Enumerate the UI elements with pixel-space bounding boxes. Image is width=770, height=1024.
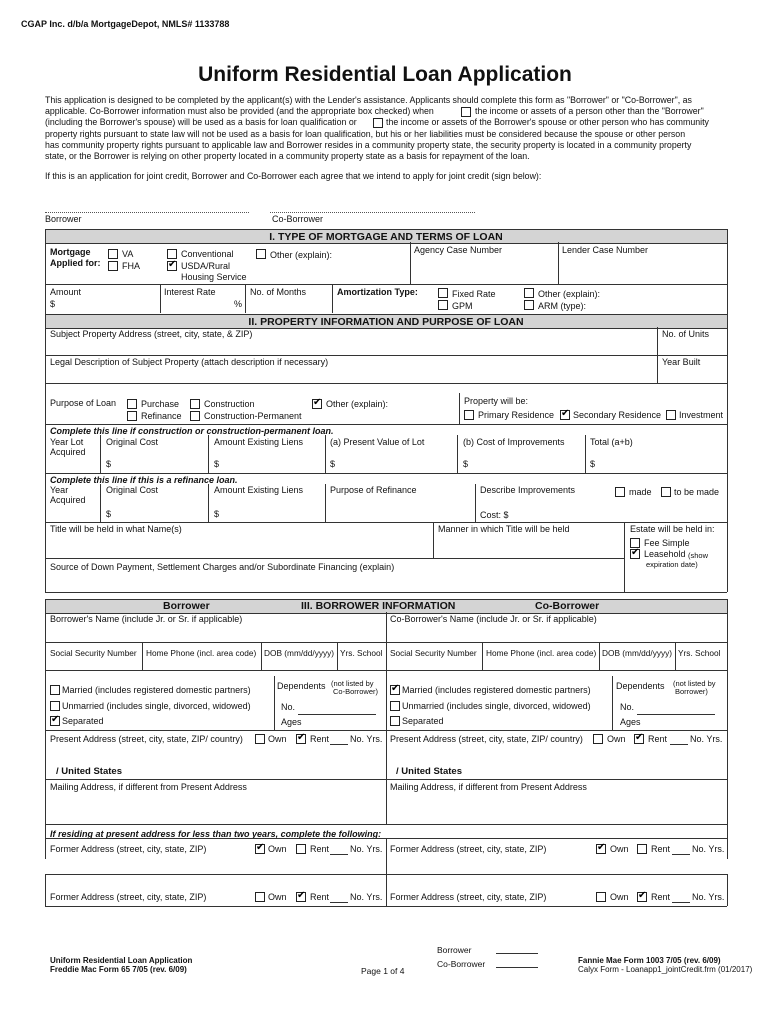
arm-label: ARM (type): bbox=[538, 301, 587, 311]
borrower-separated-label: Separated bbox=[62, 716, 104, 726]
purpose-of-loan-label: Purpose of Loan bbox=[50, 398, 117, 408]
made-checkbox[interactable] bbox=[615, 487, 625, 497]
borrower-former-rent-checkbox[interactable] bbox=[296, 844, 306, 854]
primary-residence-label: Primary Residence bbox=[478, 410, 555, 420]
coborrower-dependents-label: Dependents bbox=[616, 681, 665, 691]
applied-for-label: Applied for: bbox=[50, 258, 101, 268]
va-label: VA bbox=[122, 249, 134, 259]
borrower-home-phone-label: Home Phone (incl. area code) bbox=[146, 648, 257, 658]
secondary-residence-label: Secondary Residence bbox=[573, 410, 662, 420]
coborrower-unmarried-label: Unmarried (includes single, divorced, widowed) bbox=[402, 701, 591, 711]
intro-line: property rights pursuant to state law will not be used as a basis for loan qualification, but his or her liabilities must be considered because the spouse or other person bbox=[45, 129, 686, 139]
coborrower-no-yrs-label: No. Yrs. bbox=[690, 734, 723, 744]
investment-checkbox[interactable] bbox=[666, 410, 676, 420]
other-purpose-label: Other (explain): bbox=[326, 399, 389, 409]
borrower-married-checkbox[interactable] bbox=[50, 685, 60, 695]
borrower-ssn-label: Social Security Number bbox=[50, 648, 137, 658]
coborrower-dob-label: DOB (mm/dd/yyyy) bbox=[602, 648, 673, 658]
existing-liens-dollar[interactable]: $ bbox=[214, 459, 220, 469]
existing-liens-label: Amount Existing Liens bbox=[214, 437, 304, 447]
coborrower-not-listed-b-label: Borrower) bbox=[675, 687, 708, 696]
fee-simple-label: Fee Simple bbox=[644, 538, 690, 548]
borrower-former-2-rent-label: Rent bbox=[310, 892, 330, 902]
coborrower-dependents-no-label: No. bbox=[620, 702, 635, 712]
fha-label: FHA bbox=[122, 261, 140, 271]
construction-line-note: Complete this line if construction or construction-permanent loan. bbox=[50, 426, 334, 436]
cost-improvements-label: (b) Cost of Improvements bbox=[463, 437, 565, 447]
borrower-name-label: Borrower's Name (include Jr. or Sr. if applicable) bbox=[50, 614, 243, 624]
other-mortgage-label: Other (explain): bbox=[270, 250, 333, 260]
other-purpose-checkbox[interactable] bbox=[312, 399, 322, 409]
borrower-yrs-school-label: Yrs. School bbox=[340, 648, 383, 658]
borrower-no-yrs-label: No. Yrs. bbox=[350, 734, 383, 744]
agency-case-label: Agency Case Number bbox=[414, 245, 503, 255]
no-of-units-label: No. of Units bbox=[662, 329, 710, 339]
borrower-married-label: Married (includes registered domestic partners) bbox=[62, 685, 251, 695]
construction-permanent-checkbox[interactable] bbox=[190, 411, 200, 421]
construction-label: Construction bbox=[204, 399, 255, 409]
coborrower-ssn-label: Social Security Number bbox=[390, 648, 477, 658]
intro-line: the income or assets of the Borrower's spouse or other person who has community bbox=[386, 117, 709, 127]
purchase-label: Purchase bbox=[141, 399, 180, 409]
coborrower-name-label: Co-Borrower's Name (include Jr. or Sr. if applicable) bbox=[390, 614, 597, 624]
joint-credit-text: If this is an application for joint credit, Borrower and Co-Borrower each agree that we intend to apply for joint credit (sign below): bbox=[45, 171, 542, 181]
borrower-former-2-no-yrs-label: No. Yrs. bbox=[350, 892, 383, 902]
to-be-made-checkbox[interactable] bbox=[661, 487, 671, 497]
section-2-header bbox=[45, 314, 727, 329]
show-label: (show bbox=[688, 551, 709, 560]
borrower-signature-line[interactable] bbox=[45, 212, 249, 213]
coborrower-former-rent-label: Rent bbox=[651, 844, 671, 854]
original-cost-label: Original Cost bbox=[106, 437, 159, 447]
other-amortization-checkbox[interactable] bbox=[524, 288, 534, 298]
borrower-unmarried-checkbox[interactable] bbox=[50, 701, 60, 711]
intro-line: (including the Borrower's spouse) will be used as a basis for loan qualification or bbox=[45, 117, 357, 127]
investment-label: Investment bbox=[679, 410, 724, 420]
borrower-former-own-checkbox[interactable] bbox=[255, 844, 265, 854]
coborrower-former-address-2-label: Former Address (street, city, state, ZIP) bbox=[390, 892, 547, 902]
conventional-label: Conventional bbox=[181, 249, 234, 259]
coborrower-former-2-rent-label: Rent bbox=[651, 892, 671, 902]
borrower-former-2-own-label: Own bbox=[268, 892, 287, 902]
refi-original-cost-label: Original Cost bbox=[106, 485, 159, 495]
purchase-checkbox[interactable] bbox=[127, 399, 137, 409]
coborrower-former-address-label: Former Address (street, city, state, ZIP) bbox=[390, 844, 547, 854]
borrower-not-listed-label: (not listed by bbox=[331, 679, 374, 688]
coborrower-signature-label: Co-Borrower bbox=[272, 214, 324, 224]
footer-right-line-2: Calyx Form - Loanapp1_jointCredit.frm (01/2017) bbox=[578, 965, 753, 974]
source-down-payment-label: Source of Down Payment, Settlement Charges and/or Subordinate Financing (explain) bbox=[50, 562, 395, 572]
refi-original-cost-dollar[interactable]: $ bbox=[106, 509, 112, 519]
secondary-residence-checkbox[interactable] bbox=[560, 410, 570, 420]
amount-dollar[interactable]: $ bbox=[50, 299, 56, 309]
coborrower-own-label: Own bbox=[607, 734, 626, 744]
borrower-former-address-2-label: Former Address (street, city, state, ZIP) bbox=[50, 892, 207, 902]
intro-line: the income or assets of a person other than the "Borrower" bbox=[475, 106, 704, 116]
coborrower-unmarried-checkbox[interactable] bbox=[390, 701, 400, 711]
coborrower-present-address-label: Present Address (street, city, state, ZIP/ country) bbox=[390, 734, 583, 744]
describe-improvements-label: Describe Improvements bbox=[480, 485, 576, 495]
borrower-not-listed-co-label: Co-Borrower) bbox=[333, 687, 379, 696]
acquired2-label: Acquired bbox=[50, 495, 86, 505]
borrower-separated-checkbox[interactable] bbox=[50, 716, 60, 726]
total-ab-label: Total (a+b) bbox=[590, 437, 633, 447]
other-mortgage-checkbox[interactable] bbox=[256, 249, 266, 259]
coborrower-mailing-address-label: Mailing Address, if different from Present Address bbox=[390, 782, 587, 792]
present-value-lot-label: (a) Present Value of Lot bbox=[330, 437, 425, 447]
property-will-be-label: Property will be: bbox=[464, 396, 529, 406]
page-title: Uniform Residential Loan Application bbox=[198, 63, 572, 86]
coborrower-own-checkbox[interactable] bbox=[593, 734, 603, 744]
coborrower-separated-label: Separated bbox=[402, 716, 444, 726]
housing-service-label: Housing Service bbox=[181, 272, 247, 282]
cost-improvements-dollar[interactable]: $ bbox=[463, 459, 469, 469]
coborrower-column-title: Co-Borrower bbox=[535, 600, 600, 612]
primary-residence-checkbox[interactable] bbox=[464, 410, 474, 420]
interest-rate-percent[interactable]: % bbox=[234, 299, 243, 309]
title-held-names-label: Title will be held in what Name(s) bbox=[50, 524, 182, 534]
original-cost-dollar[interactable]: $ bbox=[106, 459, 112, 469]
coborrower-married-checkbox[interactable] bbox=[390, 685, 400, 695]
intro-line: applicable. Co-Borrower information must also be provided (and the appropriate box checked) when bbox=[45, 106, 434, 116]
no-of-months-label: No. of Months bbox=[250, 287, 307, 297]
leasehold-label: Leasehold bbox=[644, 549, 686, 559]
other-amortization-label: Other (explain): bbox=[538, 289, 601, 299]
coborrower-former-2-own-label: Own bbox=[610, 892, 629, 902]
refinance-label: Refinance bbox=[141, 411, 182, 421]
borrower-former-no-yrs-label: No. Yrs. bbox=[350, 844, 383, 854]
borrower-rent-label: Rent bbox=[310, 734, 330, 744]
total-ab-dollar[interactable]: $ bbox=[590, 459, 596, 469]
page-number: Page 1 of 4 bbox=[361, 966, 405, 976]
borrower-former-rent-label: Rent bbox=[310, 844, 330, 854]
borrower-former-address-label: Former Address (street, city, state, ZIP) bbox=[50, 844, 207, 854]
coborrower-not-listed-label: (not listed by bbox=[673, 679, 716, 688]
subject-address-label: Subject Property Address (street, city, state, & ZIP) bbox=[50, 329, 253, 339]
borrower-column-title: Borrower bbox=[163, 600, 210, 612]
construction-permanent-label: Construction-Permanent bbox=[204, 411, 302, 421]
coborrower-former-own-checkbox[interactable] bbox=[596, 844, 606, 854]
year-built-label: Year Built bbox=[662, 357, 701, 367]
intro-line: state, or the Borrower is relying on other property located in a community property state as a basis for repayment of the loan. bbox=[45, 151, 530, 161]
section-1-header bbox=[45, 229, 727, 244]
footer-left-line-1: Uniform Residential Loan Application bbox=[50, 956, 193, 965]
coborrower-signature-line[interactable] bbox=[270, 212, 475, 213]
arm-checkbox[interactable] bbox=[524, 300, 534, 310]
refinance-line-note: Complete this line if this is a refinance loan. bbox=[50, 475, 238, 485]
construction-checkbox[interactable] bbox=[190, 399, 200, 409]
spouse-liability-checkbox[interactable] bbox=[373, 118, 383, 128]
purpose-refinance-label: Purpose of Refinance bbox=[330, 485, 417, 495]
amortization-type-label: Amortization Type: bbox=[337, 287, 418, 297]
mortgage-label: Mortgage bbox=[50, 247, 91, 257]
lender-case-label: Lender Case Number bbox=[562, 245, 649, 255]
borrower-present-address-label: Present Address (street, city, state, ZIP/ country) bbox=[50, 734, 243, 744]
coborrower-yrs-school-label: Yrs. School bbox=[678, 648, 721, 658]
acquired-label: Acquired bbox=[50, 447, 86, 457]
footer-coborrower-initial-label: Co-Borrower bbox=[437, 959, 486, 969]
footer-left-line-2: Freddie Mac Form 65 7/05 (rev. 6/09) bbox=[50, 965, 187, 974]
borrower-former-own-label: Own bbox=[268, 844, 287, 854]
borrower-unmarried-label: Unmarried (includes single, divorced, widowed) bbox=[62, 701, 251, 711]
coborrower-former-2-rent-checkbox[interactable] bbox=[637, 892, 647, 902]
coborrower-former-2-own-checkbox[interactable] bbox=[596, 892, 606, 902]
coborrower-dependents-ages-label: Ages bbox=[620, 717, 641, 727]
borrower-former-2-rent-checkbox[interactable] bbox=[296, 892, 306, 902]
coborrower-former-no-yrs-label: No. Yrs. bbox=[692, 844, 725, 854]
borrower-country-value[interactable]: / United States bbox=[56, 766, 122, 777]
coborrower-info-checkbox[interactable] bbox=[461, 107, 471, 117]
to-be-made-label: to be made bbox=[674, 487, 720, 497]
cost-label[interactable]: Cost: $ bbox=[480, 510, 509, 520]
gpm-checkbox[interactable] bbox=[438, 300, 448, 310]
refi-existing-liens-dollar[interactable]: $ bbox=[214, 509, 220, 519]
borrower-dob-label: DOB (mm/dd/yyyy) bbox=[264, 648, 335, 658]
year-label: Year bbox=[50, 485, 69, 495]
coborrower-home-phone-label: Home Phone (incl. area code) bbox=[486, 648, 597, 658]
leasehold-checkbox[interactable] bbox=[630, 549, 640, 559]
borrower-mailing-address-label: Mailing Address, if different from Present Address bbox=[50, 782, 247, 792]
manner-title-label: Manner in which Title will be held bbox=[438, 524, 570, 534]
section-2-title: II. PROPERTY INFORMATION AND PURPOSE OF LOAN bbox=[248, 316, 524, 328]
company-header: CGAP Inc. d/b/a MortgageDepot, NMLS# 1133788 bbox=[21, 19, 230, 29]
section-1-title: I. TYPE OF MORTGAGE AND TERMS OF LOAN bbox=[269, 231, 503, 243]
fha-checkbox[interactable] bbox=[108, 261, 118, 271]
intro-line: This application is designed to be completed by the applicant(s) with the Lender's assistance. Applicants should complete this form as "Borrower" or "Co-Borrower", as bbox=[45, 95, 692, 105]
present-value-lot-dollar[interactable]: $ bbox=[330, 459, 336, 469]
refi-existing-liens-label: Amount Existing Liens bbox=[214, 485, 304, 495]
made-label: made bbox=[629, 487, 652, 497]
coborrower-former-rent-checkbox[interactable] bbox=[637, 844, 647, 854]
coborrower-country-value[interactable]: / United States bbox=[396, 766, 462, 777]
borrower-own-label: Own bbox=[268, 734, 287, 744]
borrower-dependents-label: Dependents bbox=[277, 681, 326, 691]
section-3-title: III. BORROWER INFORMATION bbox=[301, 600, 456, 612]
usda-label: USDA/Rural bbox=[181, 261, 231, 271]
refinance-checkbox[interactable] bbox=[127, 411, 137, 421]
borrower-former-2-own-checkbox[interactable] bbox=[255, 892, 265, 902]
legal-description-label: Legal Description of Subject Property (attach description if necessary) bbox=[50, 357, 329, 367]
va-checkbox[interactable] bbox=[108, 249, 118, 259]
coborrower-married-label: Married (includes registered domestic partners) bbox=[402, 685, 591, 695]
coborrower-former-own-label: Own bbox=[610, 844, 629, 854]
footer-right-line-1: Fannie Mae Form 1003 7/05 (rev. 6/09) bbox=[578, 956, 721, 965]
usda-checkbox[interactable] bbox=[167, 261, 177, 271]
year-lot-label: Year Lot bbox=[50, 437, 84, 447]
borrower-dependents-ages-label: Ages bbox=[281, 717, 302, 727]
gpm-label: GPM bbox=[452, 301, 473, 311]
conventional-checkbox[interactable] bbox=[167, 249, 177, 259]
coborrower-former-2-no-yrs-label: No. Yrs. bbox=[692, 892, 725, 902]
borrower-signature-label: Borrower bbox=[45, 214, 82, 224]
borrower-rent-checkbox[interactable] bbox=[296, 734, 306, 744]
coborrower-separated-checkbox[interactable] bbox=[390, 716, 400, 726]
borrower-own-checkbox[interactable] bbox=[255, 734, 265, 744]
coborrower-rent-checkbox[interactable] bbox=[634, 734, 644, 744]
amount-label: Amount bbox=[50, 287, 82, 297]
fixed-rate-checkbox[interactable] bbox=[438, 288, 448, 298]
interest-rate-label: Interest Rate bbox=[164, 287, 216, 297]
expiration-date-label: expiration date) bbox=[646, 560, 698, 569]
estate-held-label: Estate will be held in: bbox=[630, 524, 715, 534]
footer-borrower-initial-label: Borrower bbox=[437, 945, 472, 955]
residing-note: If residing at present address for less than two years, complete the following: bbox=[50, 829, 382, 839]
fixed-rate-label: Fixed Rate bbox=[452, 289, 496, 299]
intro-line: has community property rights pursuant to applicable law and Borrower resides in a community property state, the security property is located in a community property bbox=[45, 140, 692, 150]
coborrower-rent-label: Rent bbox=[648, 734, 668, 744]
borrower-dependents-no-label: No. bbox=[281, 702, 296, 712]
